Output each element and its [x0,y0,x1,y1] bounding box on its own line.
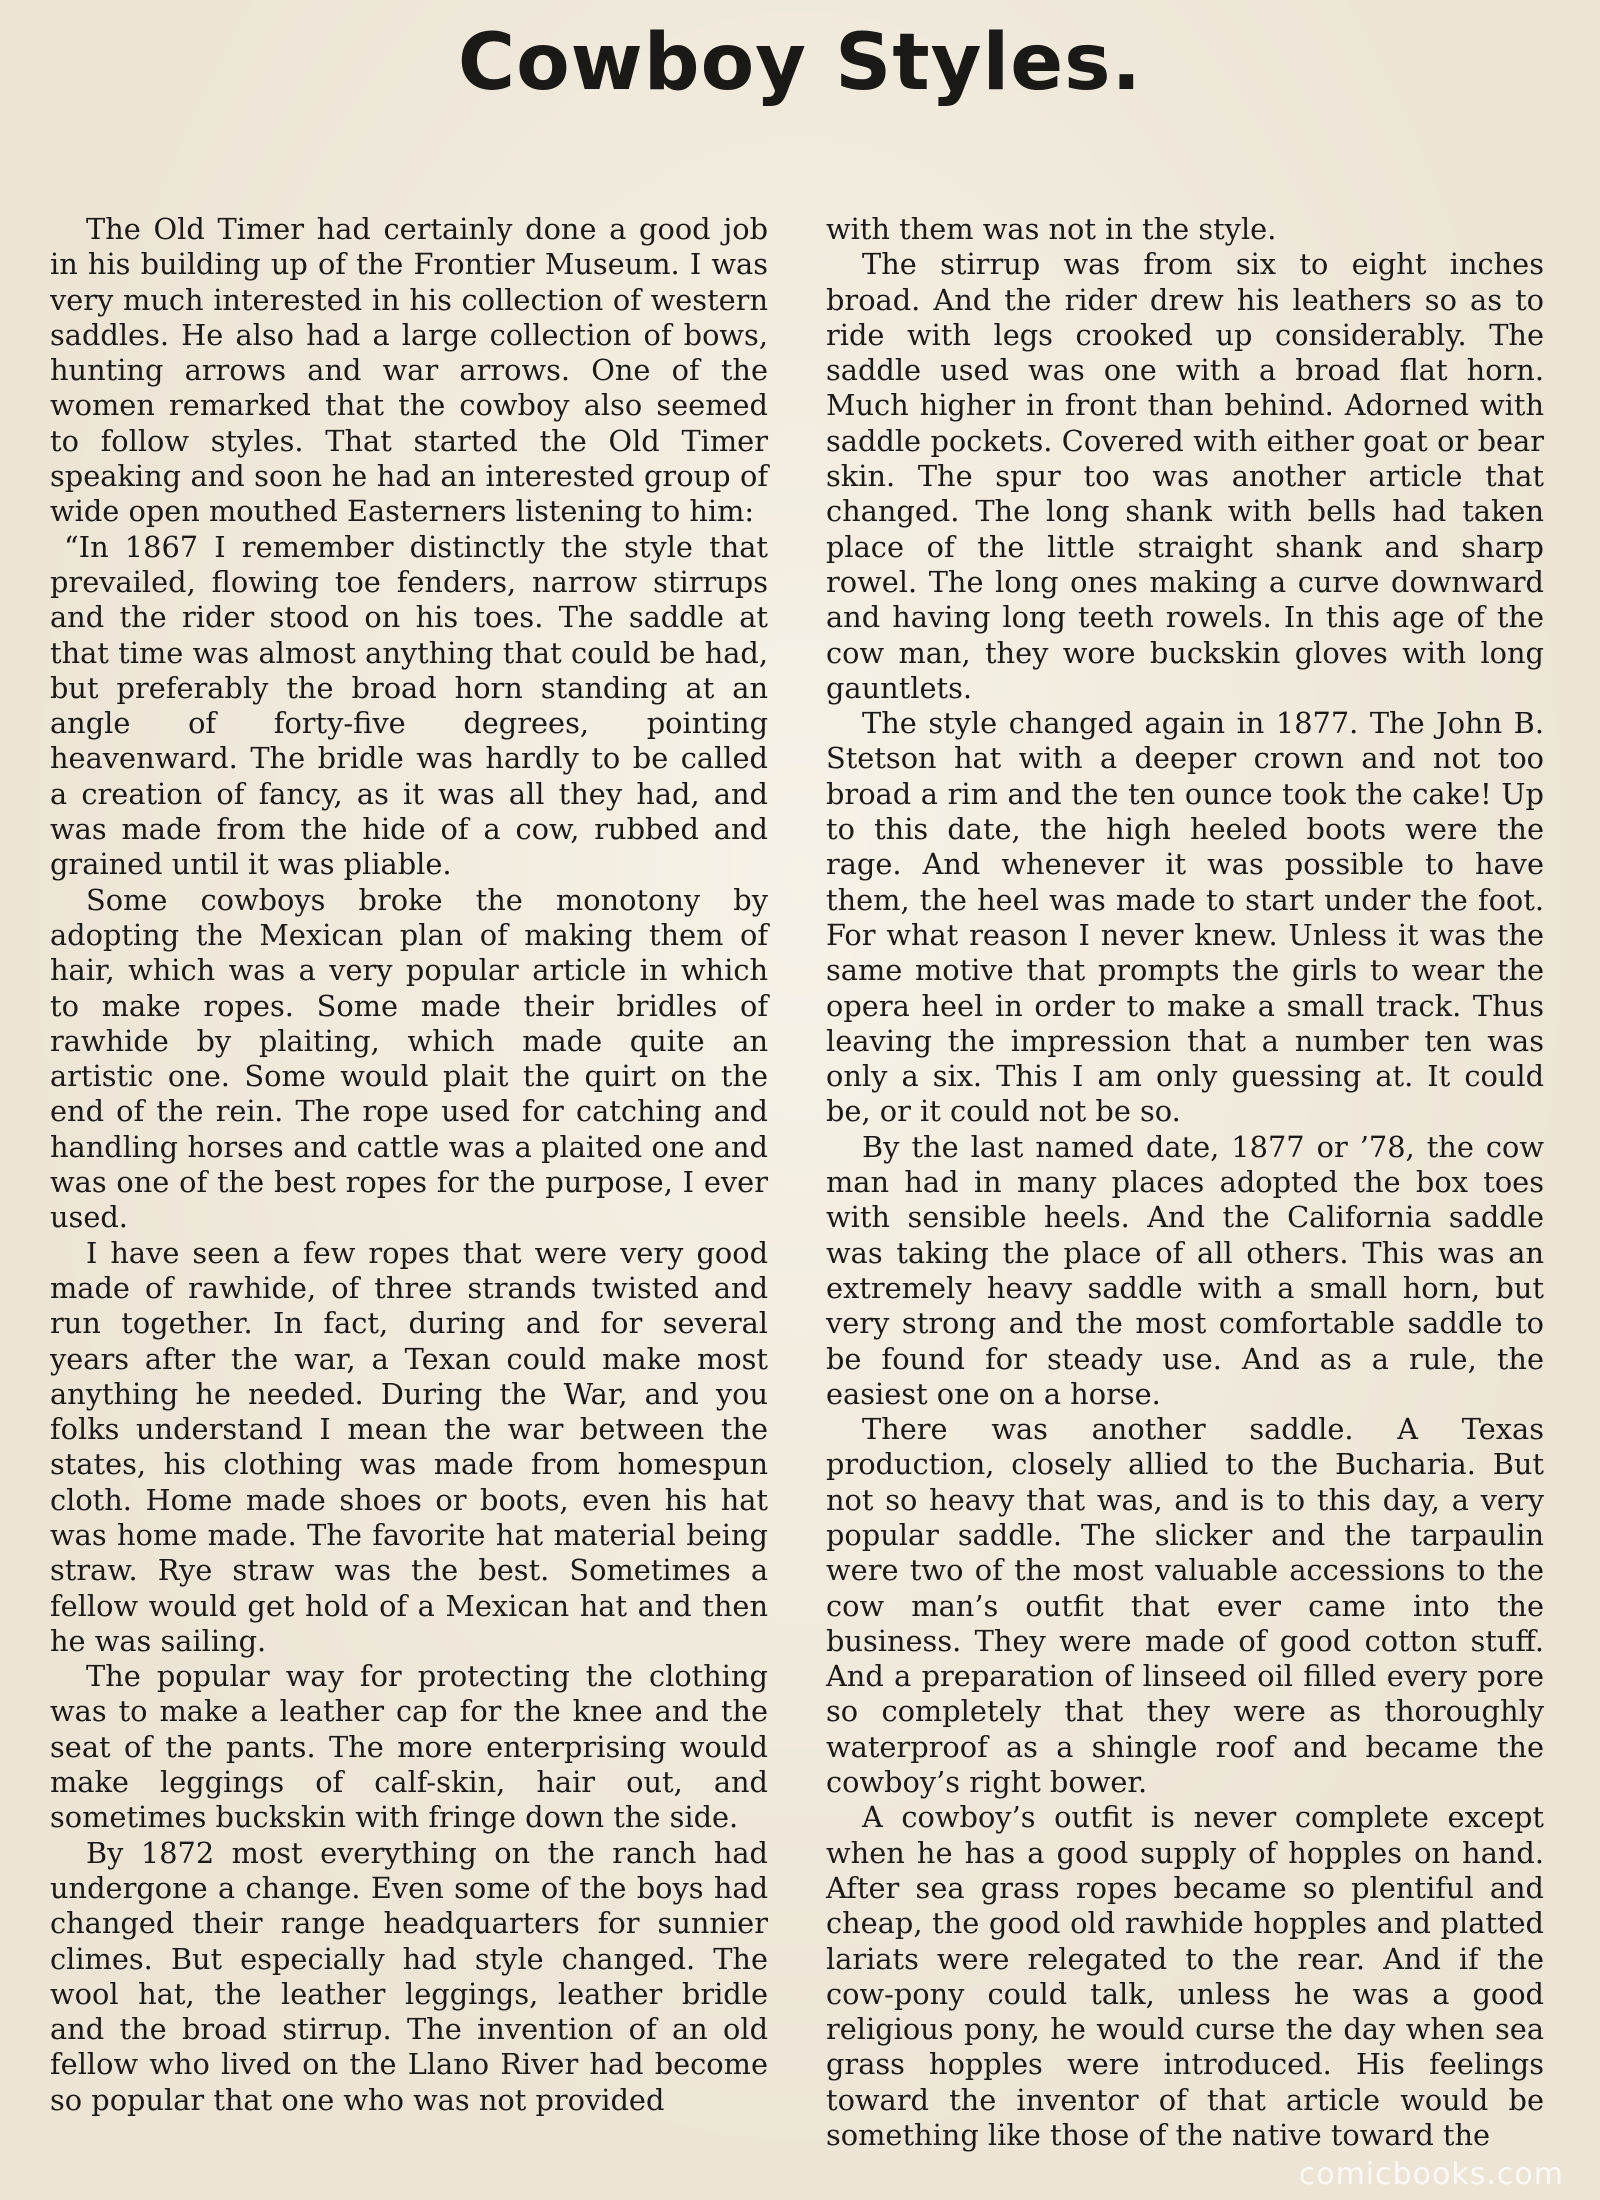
paragraph: I have seen a few ropes that were very good made of rawhide, of three strands twisted and run together. In fact, during and for several years after the war, a Texan could make most anything he needed. During the War, and you folks understand I mean the war between the states, his clothing was made from homespun cloth. Home made shoes or boots, even his hat was home made. The favorite hat material being straw. Rye straw was the best. Sometimes a fellow would get hold of a Mexican hat and then he was sailing. [50,1235,768,1658]
paragraph: The style changed again in 1877. The John B. Stetson hat with a deeper crown and not too broad a rim and the ten ounce took the cake! Up to this date, the high heeled boots were the rage. And whenever it was possible to have them, the heel was made to start under the foot. For what reason I never knew. Unless it was the same motive that prompts the girls to wear the opera heel in order to make a small track. Thus leaving the impression that a number ten was only a six. This I am only guessing at. It could be, or it could not be so. [826,706,1544,1129]
paragraph: The stirrup was from six to eight inches broad. And the rider drew his leathers so as to ride with legs crooked up considerably. The saddle used was one with a broad flat horn. Much higher in front than behind. Adorned with saddle pockets. Covered with either goat or bear skin. The spur too was another article that changed. The long shank with bells had taken place of the little straight shank and sharp rowel. The long ones making a curve downward and having long teeth rowels. In this age of the cow man, they wore buckskin gloves with long gauntlets. [826,247,1544,705]
paragraph: By the last named date, 1877 or ’78, the cow man had in many places adopted the box toes with sensible heels. And the California saddle was taking the place of all others. This was an extremely heavy saddle with a small horn, but very strong and the most comfortable saddle to be found for steady use. And as a rule, the easiest one on a horse. [826,1129,1544,1411]
paragraph: Some cowboys broke the monotony by adopting the Mexican plan of making them of hair, which was a very popular article in which to make ropes. Some made their bridles of rawhide by plaiting, which made quite an artistic one. Some would plait the quirt on the end of the rein. The rope used for catching and handling horses and cattle was a plaited one and was one of the best ropes for the purpose, I ever used. [50,882,768,1235]
paragraph: By 1872 most everything on the ranch had undergone a change. Even some of the boys had changed their range headquarters for sunnier climes. But especially had style changed. The wool hat, the leather leggings, leather bridle and the broad stirrup. The invention of an old fellow who lived on the Llano River had become so popular that one who was not provided [50,1835,768,2117]
article-title: Cowboy Styles. [457,18,1143,108]
paragraph: A cowboy’s outfit is never complete except when he has a good supply of hopples on hand. After sea grass ropes became so plentiful and cheap, the good old rawhide hopples and platted lariats were relegated to the rear. And if the cow-pony could talk, unless he was a good religious pony, he would curse the day when sea grass hopples were introduced. His feelings toward the inventor of that article would be something like those of the native toward the [826,1800,1544,2153]
watermark: comicbooks.com [1298,2157,1564,2192]
paragraph: The Old Timer had certainly done a good job in his building up of the Frontier Museum. I was very much interested in his collection of western saddles. He also had a large collection of bows, hunting arrows and war arrows. One of the women remarked that the cowboy also seemed to follow styles. That started the Old Timer speaking and soon he had an interested group of wide open mouthed Easterners listening to him: [50,212,768,529]
right-column [826,212,1544,2153]
paragraph: The popular way for protecting the clothing was to make a leather cap for the knee and the seat of the pants. The more enterprising would make leggings of calf-skin, hair out, and sometimes buckskin with fringe down the side. [50,1659,768,1835]
paragraph: There was another saddle. A Texas production, closely allied to the Bucharia. But not so heavy that was, and is to this day, a very popular saddle. The slicker and the tarpaulin were two of the most valuable accessions to the cow man’s outfit that ever came into the business. They were made of good cotton stuff. And a preparation of linseed oil filled every pore so completely that they were as thoroughly waterproof as a shingle roof and became the cowboy’s right bower. [826,1412,1544,1800]
paragraph: “In 1867 I remember distinctly the style that prevailed, flowing toe fenders, narrow stirrups and the rider stood on his toes. The saddle at that time was almost anything that could be had, but preferably the broad horn standing at an angle of forty-five degrees, pointing heavenward. The bridle was hardly to be called a creation of fancy, as it was all they had, and was made from the hide of a cow, rubbed and grained until it was pliable. [50,529,768,882]
paragraph: with them was not in the style. [826,212,1277,246]
left-column [50,212,768,2118]
